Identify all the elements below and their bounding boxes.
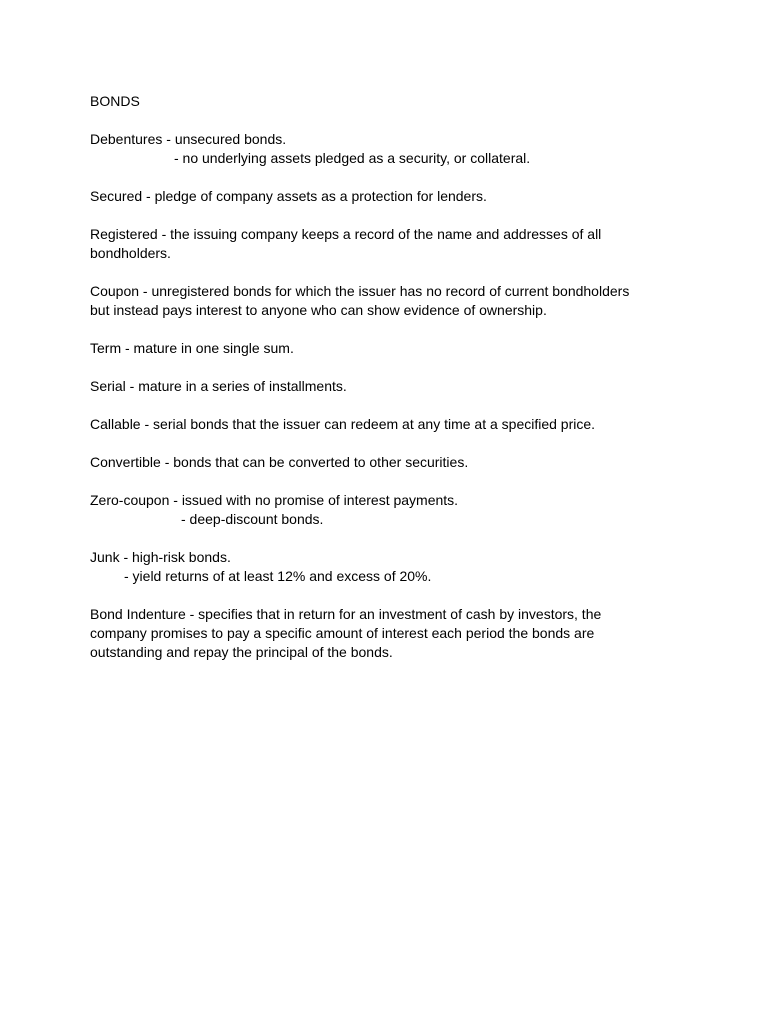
bond-indenture-definition-line-2: company promises to pay a specific amount of interest each period the bonds are [90,625,595,641]
junk-note: - yield returns of at least 12% and excess of 20%. [124,568,432,584]
registered-definition-line-1: Registered - the issuing company keeps a record of the name and addresses of all [90,226,602,242]
entry-callable [90,415,690,434]
coupon-definition-line-1: Coupon - unregistered bonds for which the issuer has no record of current bondholders [90,283,630,299]
entry-serial [90,377,690,396]
entry-coupon [90,282,690,320]
zero-coupon-note: - deep-discount bonds. [181,511,324,527]
entry-zero-coupon [90,491,690,529]
serial-definition: Serial - mature in a series of installments. [90,378,347,394]
bond-indenture-definition-line-1: Bond Indenture - specifies that in return for an investment of cash by investors, the [90,606,602,622]
callable-definition: Callable - serial bonds that the issuer can redeem at any time at a specified price. [90,416,596,432]
entry-secured [90,187,690,206]
secured-definition: Secured - pledge of company assets as a protection for lenders. [90,188,487,204]
zero-coupon-definition: Zero-coupon - issued with no promise of interest payments. [90,492,459,508]
entry-bond-indenture [90,605,690,662]
junk-definition: Junk - high-risk bonds. [90,549,231,565]
registered-definition-line-2: bondholders. [90,245,171,261]
entry-term [90,339,690,358]
term-definition: Term - mature in one single sum. [90,340,294,356]
entry-junk [90,548,690,586]
document-title: BONDS [90,93,140,109]
debentures-note: - no underlying assets pledged as a security, or collateral. [174,150,531,166]
convertible-definition: Convertible - bonds that can be converted to other securities. [90,454,469,470]
entry-registered [90,225,690,263]
debentures-definition: Debentures - unsecured bonds. [90,131,287,147]
entry-debentures [90,130,690,168]
coupon-definition-line-2: but instead pays interest to anyone who can show evidence of ownership. [90,302,547,318]
bond-indenture-definition-line-3: outstanding and repay the principal of the bonds. [90,644,393,660]
document-page [90,92,690,681]
entry-convertible [90,453,690,472]
